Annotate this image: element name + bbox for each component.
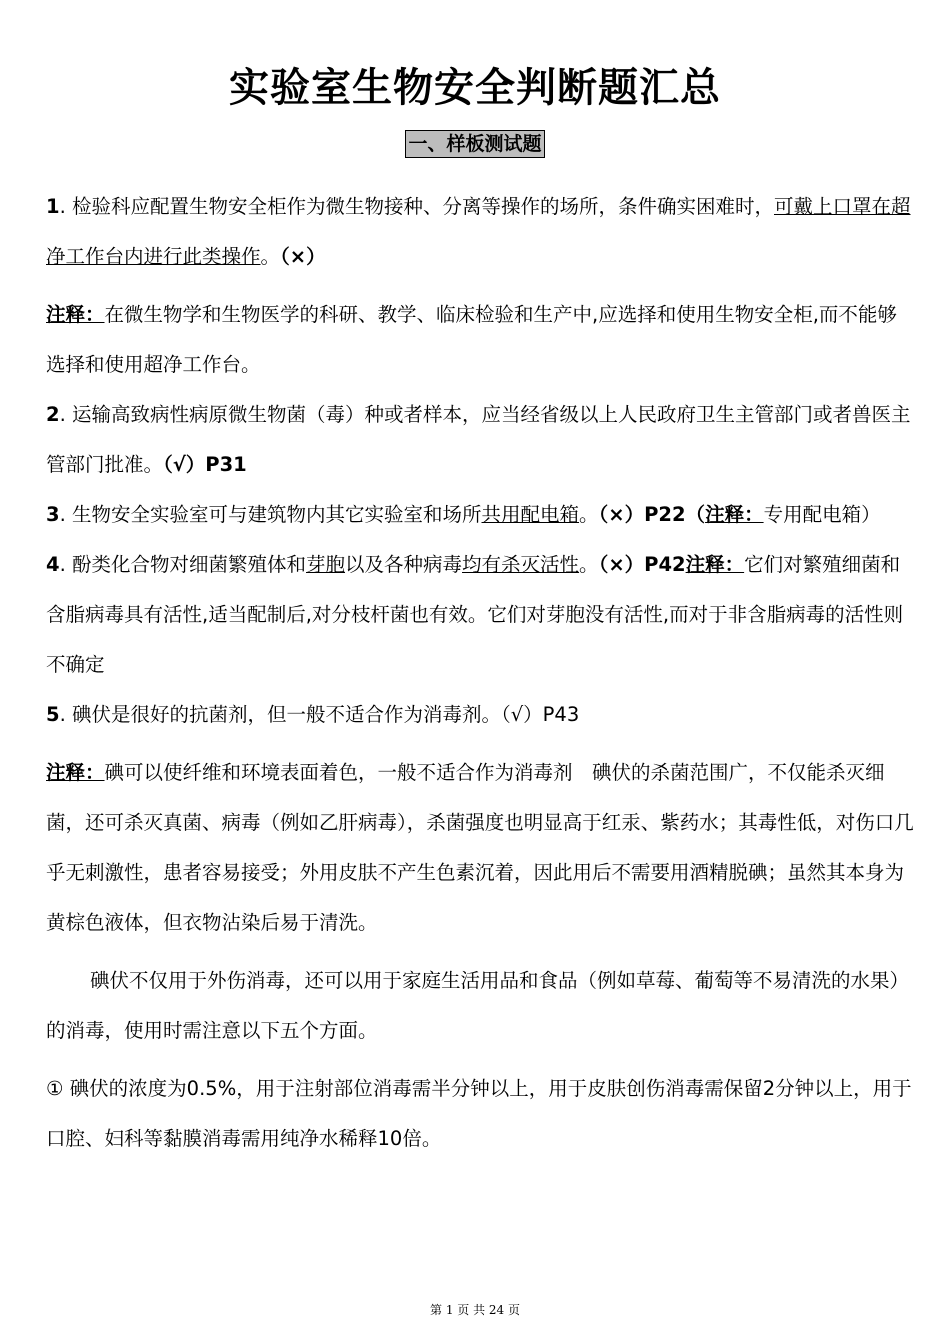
document-title: 实验室生物安全判断题汇总	[229, 65, 721, 111]
question-4	[46, 540, 914, 690]
document-body	[46, 182, 914, 1164]
question-number: 3	[46, 503, 60, 526]
answer-mark: （×）	[280, 245, 326, 268]
underlined-text: 可戴上口罩在超净工作台内进行此类操作	[46, 195, 911, 268]
question-1	[46, 182, 914, 282]
question-dot: .	[59, 403, 72, 426]
question-number: 5	[46, 703, 60, 726]
question-text: 碘伏是很好的抗菌剂，但一般不适合作为消毒剂。（√）P43	[71, 703, 580, 726]
note-text: 碘可以使纤维和环境表面着色，一般不适合作为消毒剂 碘伏的杀菌范围广，不仅能杀灭细菌，还可杀灭真菌、病毒（例如乙肝病毒），杀菌强度也明显高于红汞、紫药水；其毒性低，对伤口几乎无刺激性，患者容易接受；外用皮肤不产生色素沉着，因此用后不需要用酒精脱碘；虽然其本身为黄棕色液体，但衣物沾染后易于清洗。	[46, 761, 914, 934]
question-dot: .	[59, 703, 72, 726]
question-text: 。	[579, 553, 599, 576]
question-number: 4	[46, 553, 60, 576]
underlined-text: 共用配电箱	[481, 503, 580, 526]
note-text: 在微生物学和生物医学的科研、教学、临床检验和生产中,应选择和使用生物安全柜,而不能够选择和使用超净工作台。	[46, 303, 897, 376]
question-number: 2	[46, 403, 60, 426]
question-number: 1	[46, 195, 60, 218]
list-item-1: ① 碘伏的浓度为0.5%，用于注射部位消毒需半分钟以上，用于皮肤创伤消毒需保留2分钟以上，用于口腔、妇科等黏膜消毒需用纯净水稀释10倍。	[46, 1077, 912, 1150]
question-text: 。	[579, 503, 599, 526]
question-dot: .	[59, 195, 72, 218]
question-text: 以及各种病毒	[345, 553, 463, 576]
question-3	[46, 490, 914, 540]
answer-mark: （×）P22（	[598, 503, 706, 526]
note-label: 注释：	[685, 553, 745, 576]
question-text: 检验科应配置生物安全柜作为微生物接种、分离等操作的场所，条件确实困难时，	[71, 195, 774, 218]
note-5	[46, 748, 914, 948]
note-1	[46, 290, 914, 390]
answer-mark: （×）P42	[598, 553, 686, 576]
question-text: 运输高致病性病原微生物菌（毒）种或者样本，应当经省级以上人民政府卫生主管部门或者兽医主管部门批准。	[46, 403, 911, 476]
note-text: 它们对繁殖细菌和含脂病毒具有活性,适当配制后,对分枝杆菌也有效。它们对芽胞没有活性,而对于非含脂病毒的活性则不确定	[46, 553, 904, 676]
question-dot: .	[59, 503, 72, 526]
body-paragraph: 碘伏不仅用于外伤消毒，还可以用于家庭生活用品和食品（例如草莓、葡萄等不易清洗的水果）的消毒，使用时需注意以下五个方面。	[46, 969, 910, 1042]
note-label: 注释：	[46, 303, 105, 326]
question-text: 生物安全实验室可与建筑物内其它实验室和场所	[71, 503, 482, 526]
question-text: 酚类化合物对细菌繁殖体和	[71, 553, 306, 576]
question-2	[46, 390, 914, 490]
question-text: 。	[260, 245, 281, 268]
page-footer: 第 1 页 共 24 页	[430, 1303, 520, 1317]
note-text: 专用配电箱）	[763, 503, 881, 526]
question-dot: .	[59, 553, 72, 576]
section-heading: 一、样板测试题	[405, 130, 544, 158]
note-label: 注释：	[705, 503, 764, 526]
section-heading-wrap	[0, 130, 950, 158]
note-label: 注释：	[46, 761, 105, 784]
underlined-text: 均有杀灭活性	[462, 553, 580, 576]
question-5	[46, 690, 914, 740]
answer-mark: （√）P31	[163, 453, 247, 476]
underlined-text: 芽胞	[306, 553, 346, 576]
